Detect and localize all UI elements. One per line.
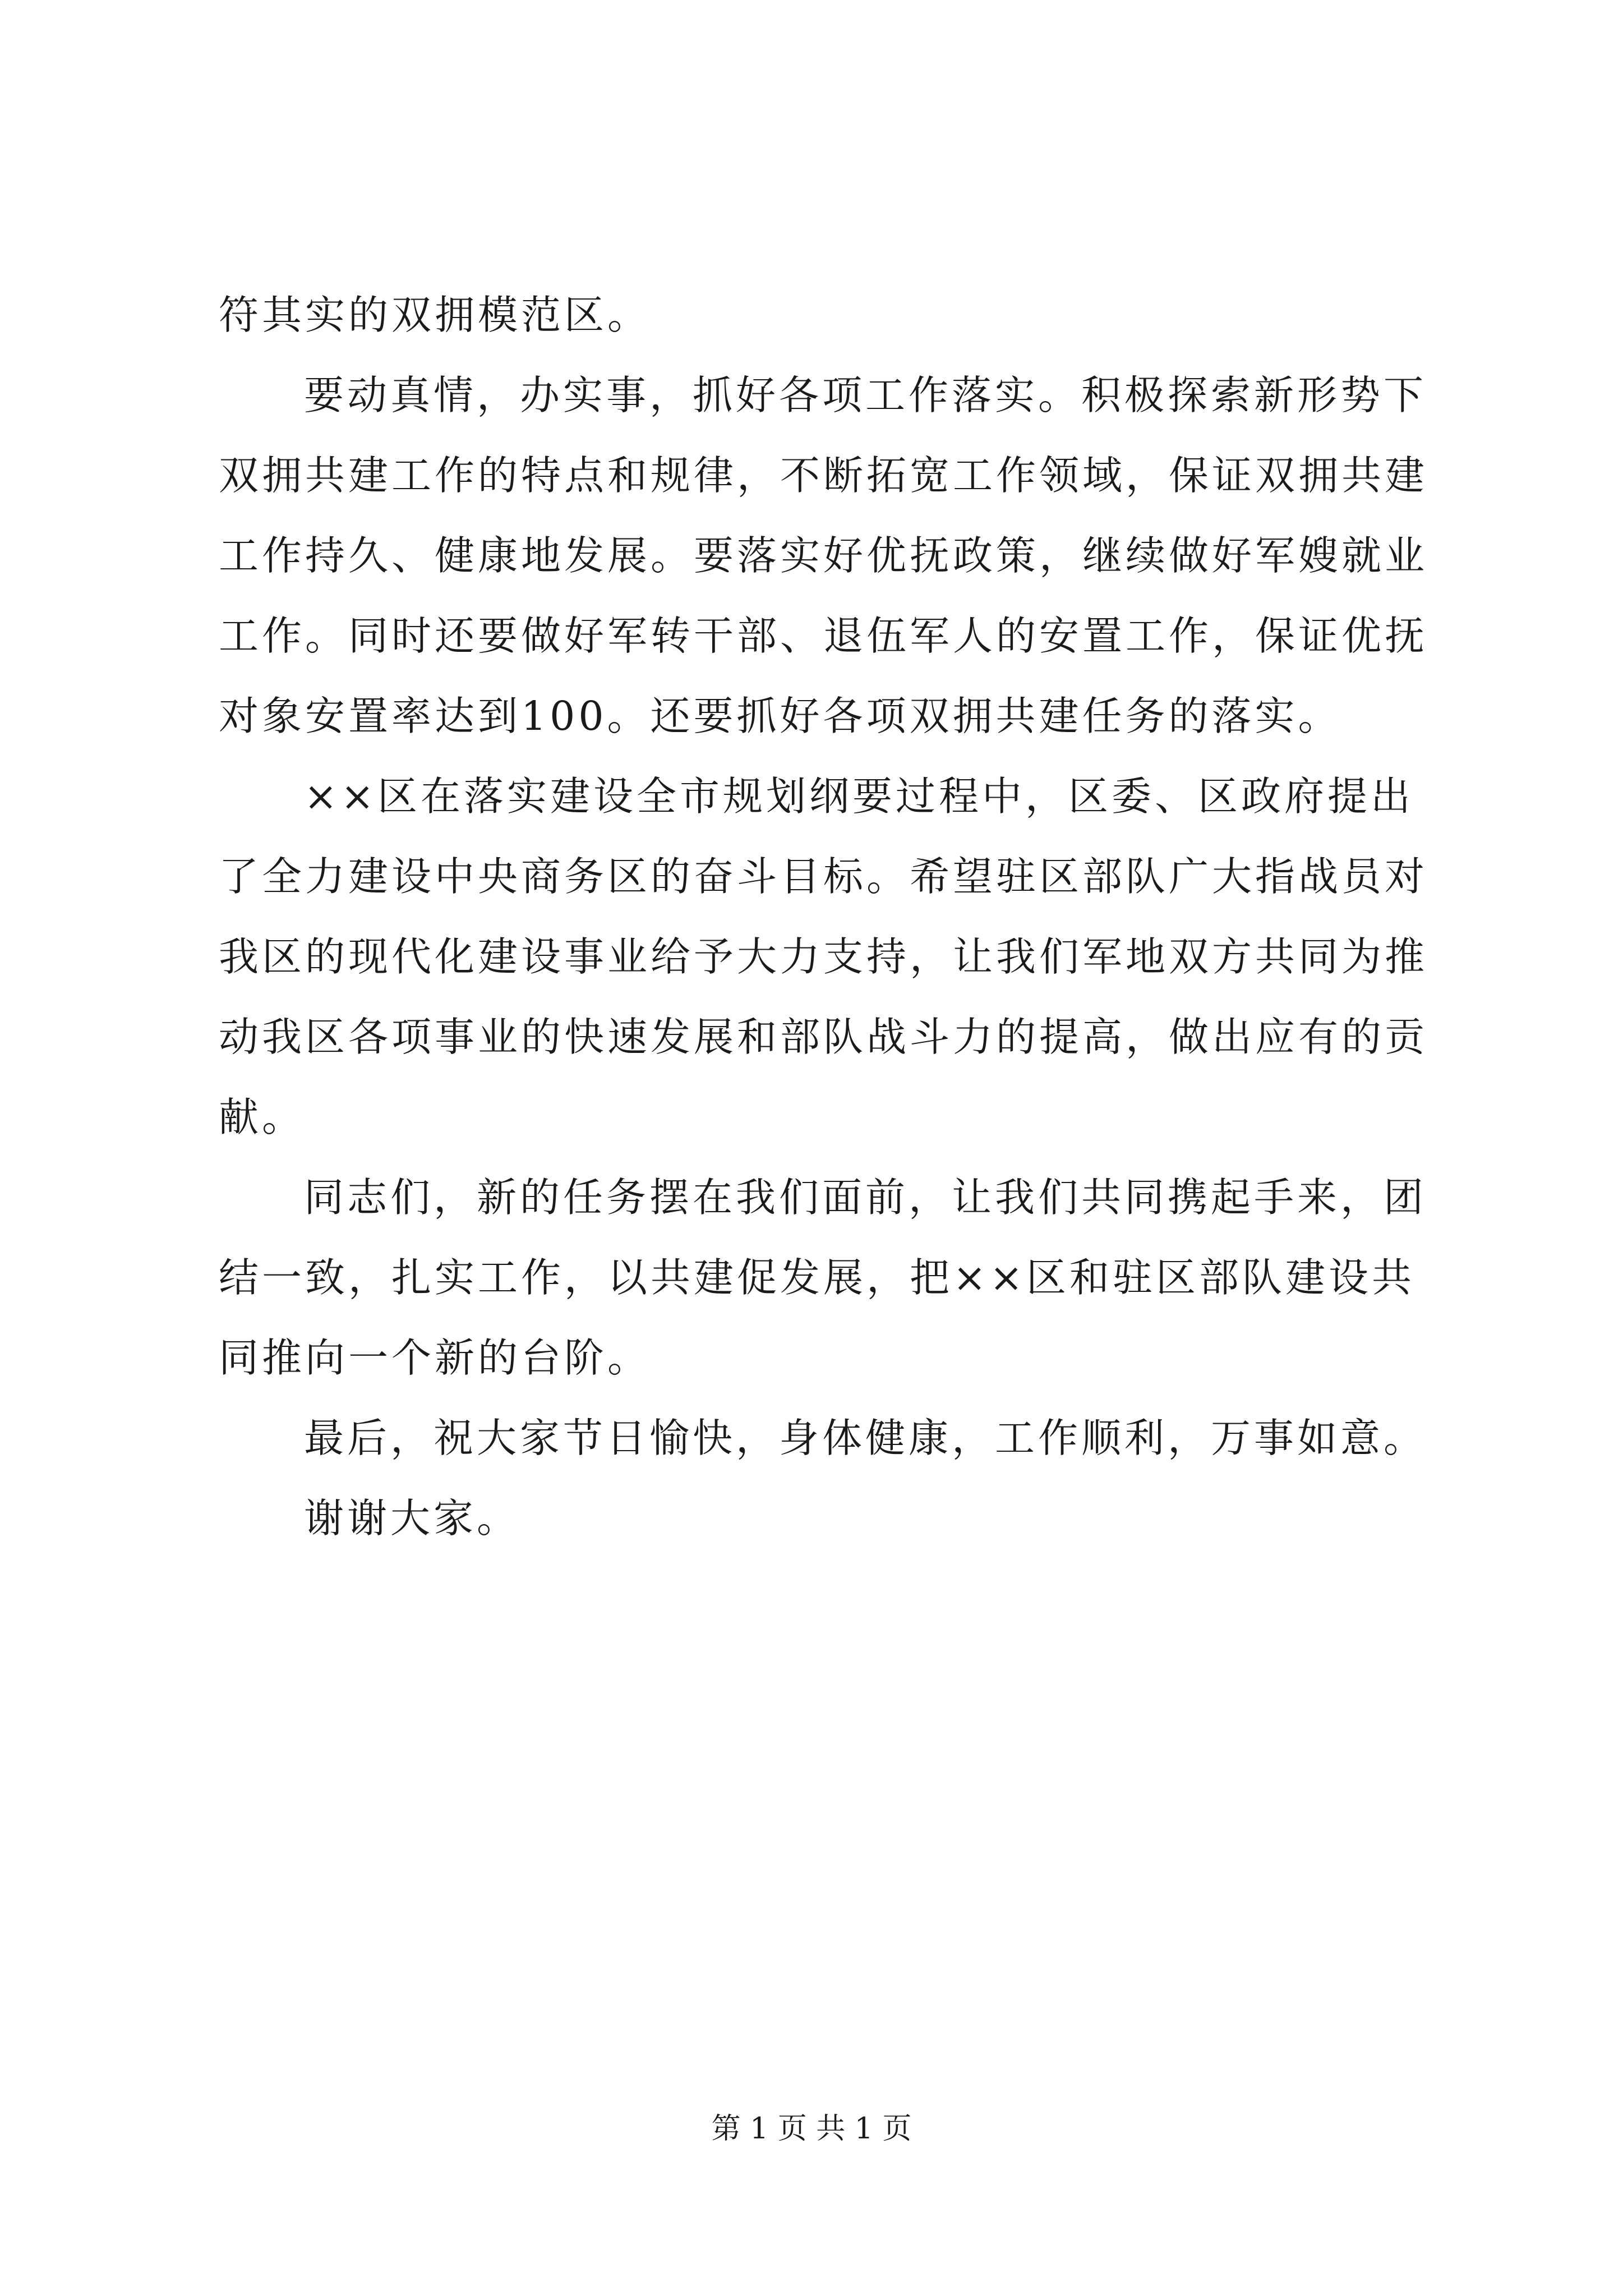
text-line: 要动真情，办实事，抓好各项工作落实。积极探索新形势下 (304, 372, 1427, 418)
text-line: 最后，祝大家节日愉快，身体健康，工作顺利，万事如意。 (304, 1415, 1427, 1461)
text-line: 我区的现代化建设事业给予大力支持，让我们军地双方共同为推 (219, 933, 1428, 980)
text-line: 符其实的双拥模范区。 (219, 292, 651, 338)
text-line: 双拥共建工作的特点和规律，不断拓宽工作领域，保证双拥共建 (219, 452, 1428, 499)
text-line: 结一致，扎实工作，以共建促发展，把××区和驻区部队建设共 (219, 1254, 1415, 1301)
page-footer: 第 1 页 共 1 页 (711, 2112, 912, 2146)
text-line: 了全力建设中央商务区的奋斗目标。希望驻区部队广大指战员对 (219, 853, 1428, 900)
text-line: 献。 (219, 1094, 306, 1140)
text-line: ××区在落实建设全市规划纲要过程中，区委、区政府提出 (304, 773, 1414, 820)
text-line: 工作。同时还要做好军转干部、退伍军人的安置工作，保证优抚 (219, 613, 1428, 659)
text-line: 谢谢大家。 (304, 1495, 520, 1542)
text-line: 工作持久、健康地发展。要落实好优抚政策，继续做好军嫂就业 (219, 532, 1428, 579)
text-line: 对象安置率达到100。还要抓好各项双拥共建任务的落实。 (219, 693, 1341, 739)
document-body (219, 275, 1428, 1558)
text-line: 同推向一个新的台阶。 (219, 1335, 651, 1381)
text-line: 同志们，新的任务摆在我们面前，让我们共同携起手来，团 (304, 1174, 1427, 1221)
text-line: 动我区各项事业的快速发展和部队战斗力的提高，做出应有的贡 (219, 1014, 1428, 1060)
